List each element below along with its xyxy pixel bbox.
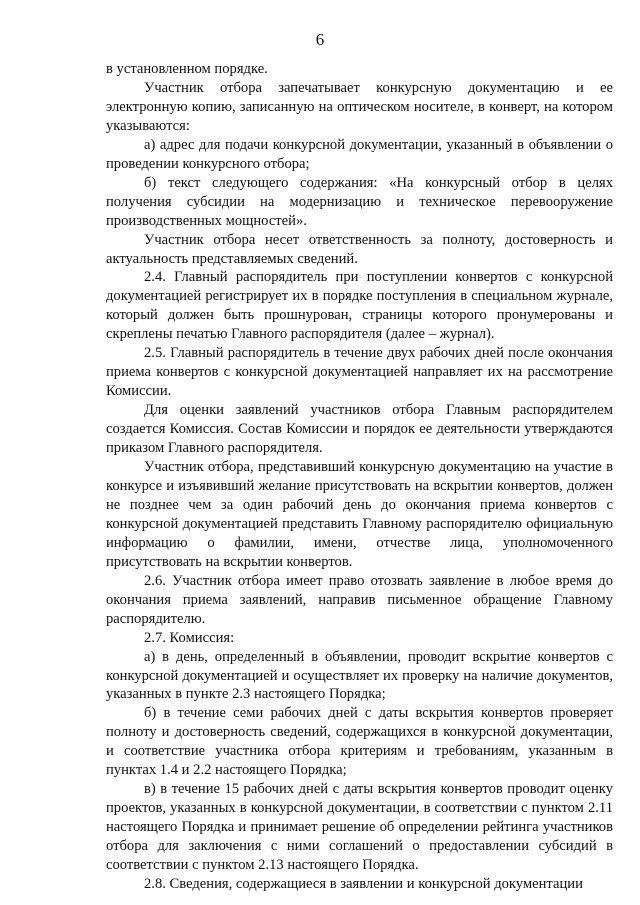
paragraph: в установленном порядке. — [106, 61, 268, 77]
paragraph: б) текст следующего содержания: «На конкурсный отбор в целях получения субсидии на модернизацию и техническое перевооружение производственных мощностей». — [106, 174, 613, 229]
paragraph: Участник отбора несет ответственность за полноту, достоверность и актуальность представляемых сведений. — [106, 231, 613, 267]
paragraph: Для оценки заявлений участников отбора Главным распорядителем создается Комиссия. Состав Комиссии и порядок ее деятельности утверждаются приказом Главного распорядителя. — [106, 402, 613, 457]
document-body — [106, 60, 613, 894]
paragraph: 2.8. Сведения, содержащиеся в заявлении и конкурсной документации — [144, 875, 583, 892]
page-number: 6 — [315, 30, 325, 49]
paragraph: Участник отбора, представивший конкурсную документацию на участие в конкурсе и изъявивший желание присутствовать на вскрытии конвертов, должен не позднее чем за один рабочий день до окончания приема конвертов с конкурсной документацией представить Главному распорядителю официальную информацию о фамилии, имени, отчестве лица, уполномоченного присутствовать на вскрытии конвертов. — [106, 459, 613, 570]
paragraph: в) в течение 15 рабочих дней с даты вскрытия конвертов проводит оценку проектов, указанных в конкурсной документации, в соответствии с пунктом 2.11 настоящего Порядка и принимает решение об определении рейтинга участников отбора для заключения с ними соглашений о предоставлении субсидий в соответствии с пунктом 2.13 настоящего Порядка. — [106, 781, 613, 874]
paragraph: Участник отбора запечатывает конкурсную документацию и ее электронную копию, записанную на оптическом носителе, в конверт, на котором указываются: — [106, 79, 613, 134]
paragraph: а) адрес для подачи конкурсной документации, указанный в объявлении о проведении конкурсного отбора; — [106, 136, 613, 172]
paragraph: 2.4. Главный распорядитель при поступлении конвертов с конкурсной документацией регистрирует их в порядке поступления в специальном журнале, который должен быть прошнурован, страницы которого пронумерованы и скреплены печатью Главного распорядителя (далее – журнал). — [106, 269, 613, 343]
paragraph: 2.7. Комиссия: — [144, 629, 235, 646]
paragraph: б) в течение семи рабочих дней с даты вскрытия конвертов проверяет полноту и достоверность сведений, содержащихся в конкурсной документации, и соответствие участника отбора критериям и требованиям, указанным в пунктах 1.4 и 2.2 настоящего Порядка; — [106, 705, 613, 779]
paragraph: 2.6. Участник отбора имеет право отозвать заявление в любое время до окончания приема заявлений, направив письменное обращение Главному распорядителю. — [106, 572, 613, 627]
paragraph: 2.5. Главный распорядитель в течение двух рабочих дней после окончания приема конвертов с конкурсной документацией направляет их на рассмотрение Комиссии. — [106, 345, 613, 400]
paragraph: а) в день, определенный в объявлении, проводит вскрытие конвертов с конкурсной документацией и осуществляет их проверку на наличие документов, указанных в пункте 2.3 настоящего Порядка; — [106, 648, 613, 703]
